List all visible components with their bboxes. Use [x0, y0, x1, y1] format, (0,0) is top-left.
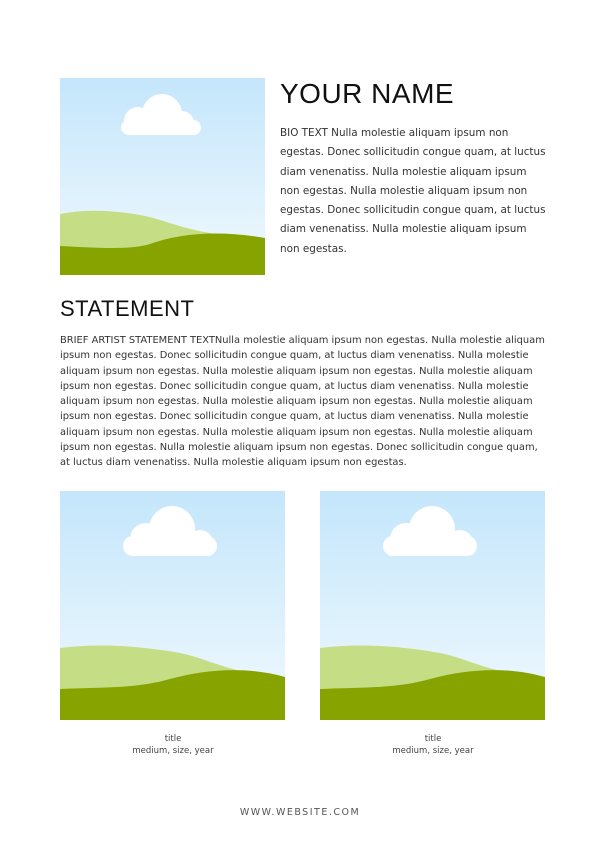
artwork-image-1 — [60, 491, 285, 720]
landscape-illustration — [60, 78, 265, 275]
portrait-image-placeholder — [60, 78, 265, 275]
artwork-title: title — [424, 734, 442, 744]
statement-text: BRIEF ARTIST STATEMENT TEXTNulla molestie aliquam ipsum non egestas. Nulla molestie aliquam ipsum non egestas. Donec sollicitudin congue quam, at luctus diam venenatiss. Nulla molestie aliquam ipsum non egestas. Nulla molestie aliquam ipsum non egestas. Nulla molestie aliquam ipsum non egestas. Donec sollicitudin congue quam, at luctus diam venenatiss. Nulla molestie aliquam ipsum non egestas. Nulla molestie aliquam ipsum non egestas. Nulla molestie aliquam ipsum non egestas. Donec sollicitudin congue quam, at luctus diam venenatiss. Nulla molestie aliquam ipsum non egestas. Nulla molestie aliquam ipsum non egestas. Nulla molestie aliquam ipsum non egestas. Nulla molestie aliquam ipsum non egestas. Donec sollicitudin congue quam, at luctus diam venenatiss. Nulla molestie aliquam ipsum non egestas. — [60, 335, 545, 469]
artist-name: YOUR NAME — [280, 78, 455, 109]
landscape-illustration — [320, 491, 545, 720]
artwork-details: medium, size, year — [392, 746, 474, 756]
artwork-image-2 — [320, 491, 545, 720]
statement-heading: STATEMENT — [60, 296, 195, 321]
artwork-title: title — [164, 734, 182, 744]
artwork-caption-1 — [60, 733, 286, 757]
website-link[interactable]: WWW.WEBSITE.COM — [239, 807, 361, 818]
landscape-illustration — [60, 491, 285, 720]
artwork-details: medium, size, year — [132, 746, 214, 756]
artwork-caption-2 — [320, 733, 546, 757]
bio-text: BIO TEXT Nulla molestie aliquam ipsum non egestas. Donec sollicitudin congue quam, at luctus diam venenatiss. Nulla molestie aliquam ipsum non egestas. Nulla molestie aliquam ipsum non egestas. Donec sollicitudin congue quam, at luctus diam venenatiss. Nulla molestie aliquam ipsum non egestas. — [280, 127, 546, 255]
